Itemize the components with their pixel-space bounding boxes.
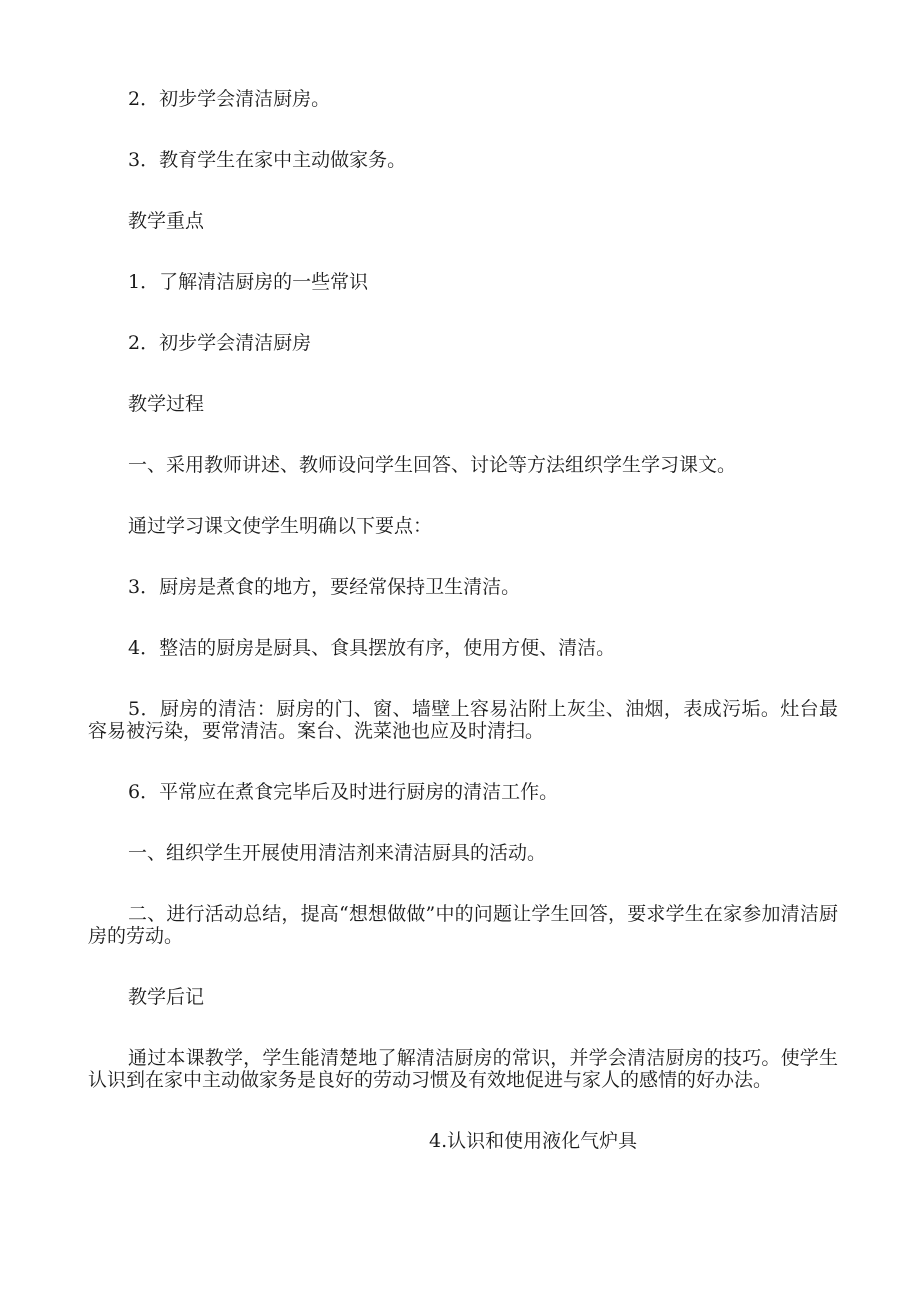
objective-3: 3．教育学生在家中主动做家务。 [128, 149, 407, 171]
heading-teaching-focus: 教学重点 [128, 210, 205, 232]
focus-item-1: 1．了解清洁厨房的一些常识 [128, 271, 369, 293]
key-point-5: 5．厨房的清洁：厨房的门、窗、墙壁上容易沾附上灰尘、油烟，表成污垢。灶台最容易被污染，要常清洁。案台、洗菜池也应及时清扫。 [88, 698, 838, 742]
teaching-notes-body: 通过本课教学，学生能清楚地了解清洁厨房的常识，并学会清洁厨房的技巧。使学生认识到在家中主动做家务是良好的劳动习惯及有效地促进与家人的感情的好办法。 [88, 1047, 838, 1091]
summary-step: 二、进行活动总结，提高“想想做做”中的问题让学生回答，要求学生在家参加清洁厨房的劳动。 [88, 903, 838, 947]
key-point-6: 6．平常应在煮食完毕后及时进行厨房的清洁工作。 [128, 781, 559, 803]
focus-item-2: 2．初步学会清洁厨房 [128, 332, 312, 354]
key-point-4: 4．整洁的厨房是厨具、食具摆放有序，使用方便、清洁。 [128, 637, 616, 659]
objective-2: 2．初步学会清洁厨房。 [128, 88, 331, 110]
heading-teaching-process: 教学过程 [128, 393, 205, 415]
key-point-3: 3．厨房是煮食的地方，要经常保持卫生清洁。 [128, 576, 521, 598]
process-step-1: 一、采用教师讲述、教师设问学生回答、讨论等方法组织学生学习课文。 [128, 454, 737, 476]
key-points-intro: 通过学习课文使学生明确以下要点： [128, 515, 433, 537]
heading-teaching-notes: 教学后记 [128, 986, 205, 1008]
next-section-title: 4.认识和使用液化气炉具 [429, 1130, 638, 1152]
activity-step: 一、组织学生开展使用清洁剂来清洁厨具的活动。 [128, 842, 547, 864]
